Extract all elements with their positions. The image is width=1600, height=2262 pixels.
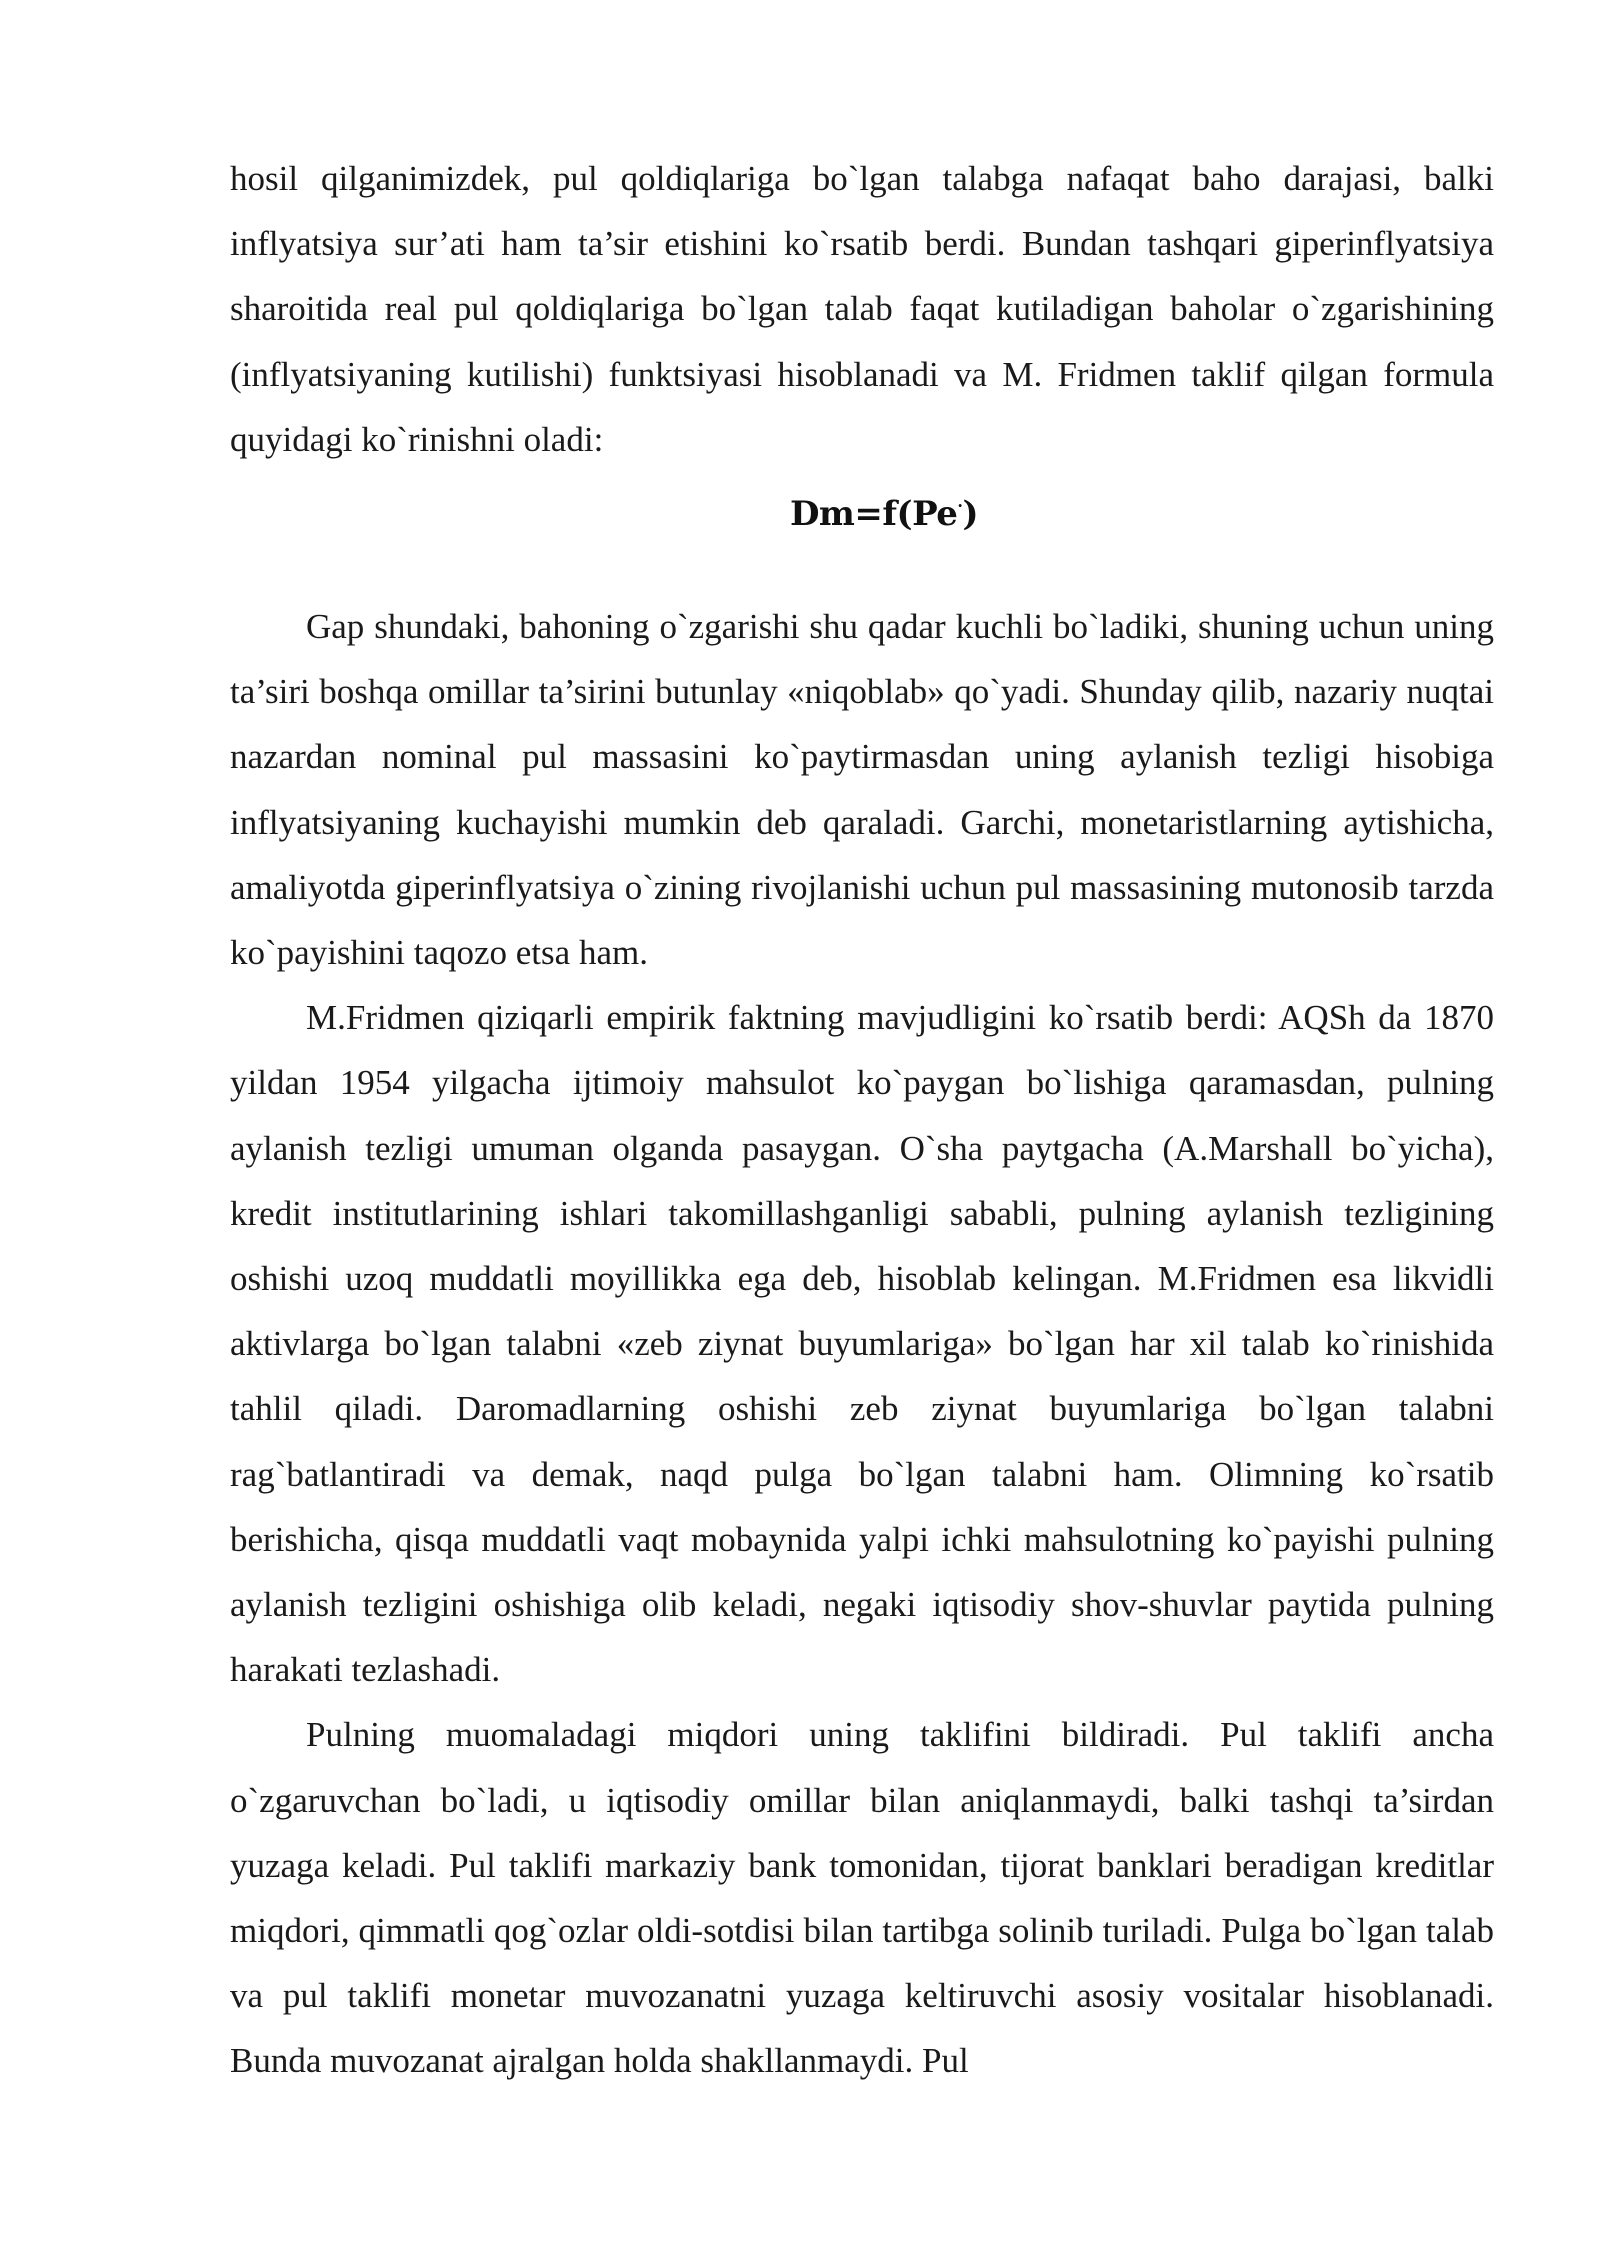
document-page: [230, 146, 1494, 2094]
formula-superscript: ·: [957, 496, 963, 516]
formula-close: ): [962, 494, 979, 535]
formula: [230, 472, 1494, 576]
paragraph-3: M.Fridmen qiziqarli empirik faktning mavjudligini ko`rsatib berdi: AQSh da 1870 yildan 1954 yilgacha ijtimoiy mahsulot ko`paygan bo`lishiga qaramasdan, pulning aylanish tezligi umuman olganda pasaygan. O`sha paytgacha (A.Marshall bo`yicha), kredit institutlarining ishlari takomillashganligi sababli, pulning aylanish tezligining oshishi uzoq muddatli moyillikka ega deb, hisoblab kelingan. M.Fridmen esa likvidli aktivlarga bo`lgan talabni «zeb ziynat buyumlariga» bo`lgan har xil talab ko`rinishida tahlil qiladi. Daromadlarning oshishi zeb ziynat buyumlariga bo`lgan talabni rag`batlantiradi va demak, naqd pulga bo`lgan talabni ham. Olimning ko`rsatib berishicha, qisqa muddatli vaqt mobaynida yalpi ichki mahsulotning ko`payishi pulning aylanish tezligini oshishiga olib keladi, negaki iqtisodiy shov-shuvlar paytida pulning harakati tezlashadi.: [230, 998, 1494, 1690]
formula-main: Dm=f(Pe: [789, 494, 958, 535]
paragraph-2: Gap shundaki, bahoning o`zgarishi shu qadar kuchli bo`ladiki, shuning uchun uning ta’siri boshqa omillar ta’sirini butunlay «niqoblab» qo`yadi. Shunday qilib, nazariy nuqtai nazardan nominal pul massasini ko`paytirmasdan uning aylanish tezligi hisobiga inflyatsiyaning kuchayishi mumkin deb qaraladi. Garchi, monetaristlarning aytishicha, amaliyotda giperinflyatsiya o`zining rivojlanishi uchun pul massasining mutonosib tarzda ko`payishini taqozo etsa ham.: [230, 607, 1494, 973]
paragraph-4: Pulning muomaladagi miqdori uning taklifini bildiradi. Pul taklifi ancha o`zgaruvchan bo`ladi, u iqtisodiy omillar bilan aniqlanmaydi, balki tashqi ta’sirdan yuzaga keladi. Pul taklifi markaziy bank tomonidan, tijorat banklari beradigan kreditlar miqdori, qimmatli qog`ozlar oldi-sotdisi bilan tartibga solinib turiladi. Pulga bo`lgan talab va pul taklifi monetar muvozanatni yuzaga keltiruvchi asosiy vositalar hisoblanadi. Bunda muvozanat ajralgan holda shakllanmaydi. Pul: [230, 1715, 1494, 2081]
paragraph-1: hosil qilganimizdek, pul qoldiqlariga bo`lgan talabga nafaqat baho darajasi, balki inflyatsiya sur’ati ham ta’sir etishini ko`rsatib berdi. Bundan tashqari giperinflyatsiya sharoitida real pul qoldiqlariga bo`lgan talab faqat kutiladigan baholar o`zgarishining (inflyatsiyaning kutilishi) funktsiyasi hisoblanadi va M. Fridmen taklif qilgan formula quyidagi ko`rinishni oladi:: [230, 159, 1494, 459]
formula-expression: [746, 494, 978, 534]
